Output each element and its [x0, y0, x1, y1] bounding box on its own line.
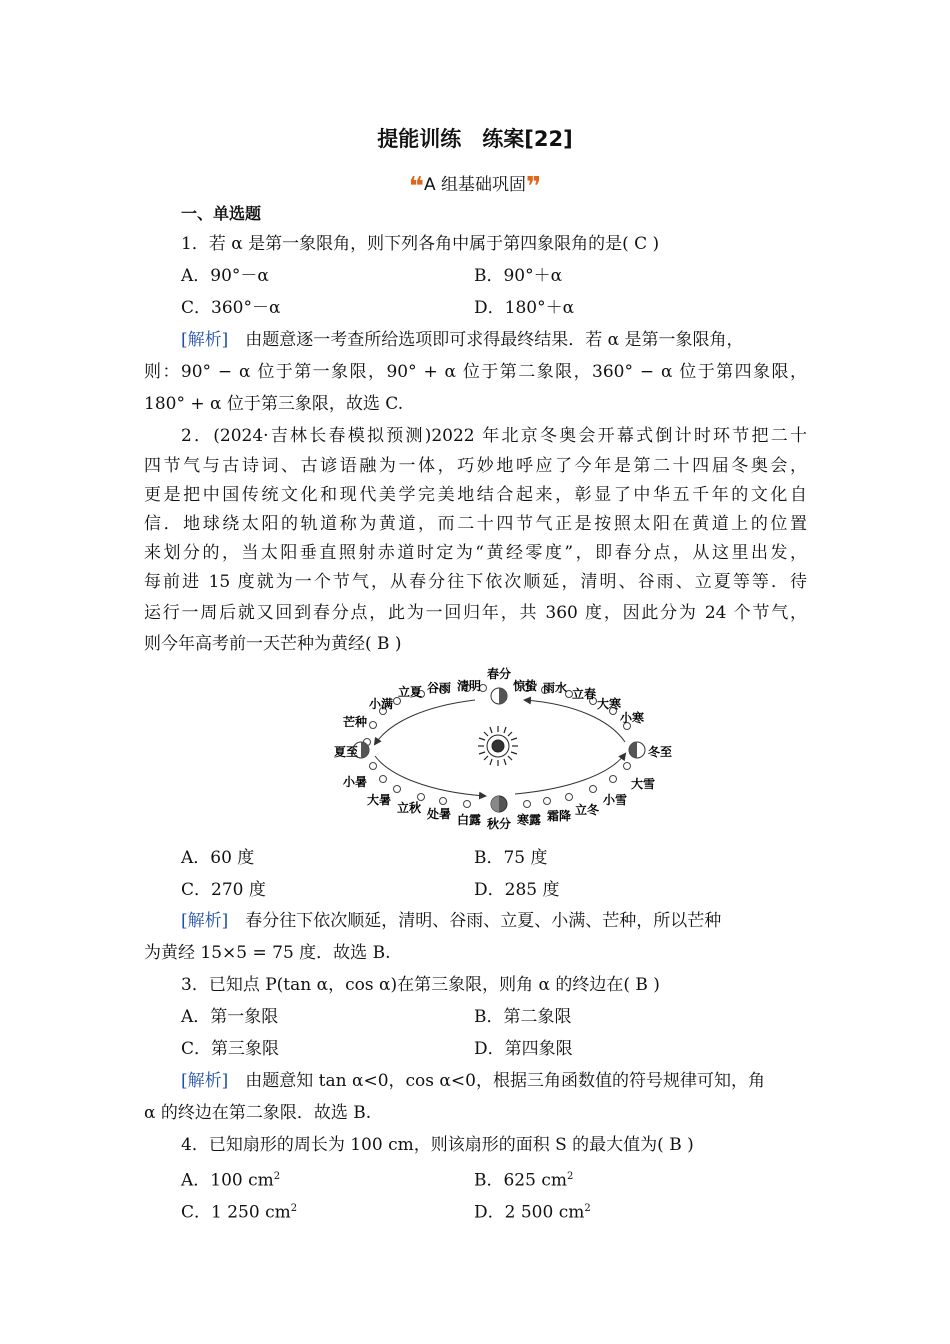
- term-dongzhi: 冬至: [648, 745, 673, 759]
- q1-explanation-line-2: 则：90° − α 位于第一象限，90° + α 位于第二象限，360° − α 位于第四象限，: [144, 362, 807, 382]
- earth-dongzhi-icon: [629, 742, 645, 758]
- q4-option-c: [181, 1199, 297, 1223]
- q3-stem: 3．已知点 P(tan α，cos α)在第三象限，则角 α 的终边在( B ): [181, 975, 660, 995]
- term-lichun: 立春: [572, 687, 597, 701]
- q2-option-a: A．60 度: [181, 848, 255, 868]
- arrow-lower-left: [375, 756, 485, 796]
- q1-option-a: A．90°－α: [181, 266, 269, 286]
- q3-explanation-line-1: [181, 1071, 807, 1091]
- q2-explanation-line-2: 为黄经 15×5 = 75 度．故选 B.: [144, 943, 391, 963]
- section-heading: 一、单选题: [181, 204, 262, 223]
- q3-jiexi-label: [解析]: [181, 1071, 229, 1091]
- term-xiaohan: 小寒: [620, 711, 645, 725]
- term-qiufen: 秋分: [487, 817, 512, 831]
- q1-explanation-line-3: 180° + α 位于第三象限，故选 C.: [144, 394, 404, 414]
- earth-qiufen-icon: [491, 796, 507, 812]
- term-dahan: 大寒: [597, 697, 622, 711]
- q2-line-4: 信．地球绕太阳的轨道称为黄道，而二十四节气正是按照太阳在黄道上的位置: [144, 514, 807, 534]
- term-shuangjiang: 霜降: [547, 809, 572, 823]
- q4-option-b-sup: 2: [567, 1171, 574, 1182]
- q2-line-5: 来划分的，当太阳垂直照射赤道时定为“黄经零度”，即春分点，从这里出发，: [144, 543, 807, 563]
- arrow-lower-right: [515, 754, 625, 794]
- q1-option-b: B．90°＋α: [474, 266, 563, 286]
- group-label: A 组基础巩固: [423, 175, 527, 195]
- q4-option-d-text: D．2 500 cm: [474, 1202, 585, 1223]
- q3-option-d: D．第四象限: [474, 1039, 573, 1059]
- term-lidong: 立冬: [575, 803, 600, 817]
- q1-exp-text-1: 由题意逐一考查所给选项即可求得最终结果．若 α 是第一象限角，: [245, 330, 744, 350]
- q1-option-c: C．360°－α: [181, 298, 281, 318]
- term-bailu: 白露: [457, 813, 482, 827]
- term-xiaoshu: 小暑: [343, 775, 368, 789]
- term-jingzhe: 惊蛰: [513, 679, 538, 693]
- q1-jiexi-label: [解析]: [181, 330, 229, 350]
- term-dashu: 大暑: [367, 793, 392, 807]
- q2-line-6: 每前进 15 度就为一个节气，从春分往下依次顺延，清明、谷雨、立夏等等．待: [144, 572, 807, 592]
- q2-option-d: D．285 度: [474, 880, 560, 900]
- q2-exp-text-1: 春分往下依次顺延，清明、谷雨、立夏、小满、芒种，所以芒种: [245, 911, 722, 931]
- q4-option-b: [474, 1167, 573, 1191]
- term-lixia: 立夏: [398, 685, 423, 699]
- q4-option-c-sup: 2: [290, 1203, 298, 1214]
- q2-line-3: 更是把中国传统文化和现代美学完美地结合起来，彰显了中华五千年的文化自: [144, 485, 807, 505]
- term-liqiu: 立秋: [397, 801, 422, 815]
- term-xiaoxue: 小雪: [603, 793, 628, 807]
- term-hanlu: 寒露: [517, 813, 542, 827]
- term-xiazhi: 夏至: [334, 745, 359, 759]
- term-yushui: 雨水: [543, 681, 568, 695]
- q1-option-d: D．180°＋α: [474, 298, 575, 318]
- q4-option-c-text: C．1 250 cm: [181, 1202, 291, 1223]
- q3-option-a: A．第一象限: [181, 1007, 279, 1027]
- page-title: 提能训练 练案[22]: [377, 127, 573, 151]
- term-chunfen: 春分: [487, 667, 512, 681]
- q4-option-d: [474, 1199, 591, 1223]
- q2-line-2: 四节气与古诗词、古谚语融为一体，巧妙地呼应了今年是第二十四届冬奥会，: [144, 456, 807, 476]
- group-heading: [0, 170, 950, 202]
- sun-icon: [478, 726, 518, 766]
- term-xiaoman: 小满: [369, 697, 394, 711]
- solar-terms-diagram: [334, 664, 673, 836]
- q4-option-a-text: A．100 cm: [181, 1170, 274, 1191]
- q2-option-c: C．270 度: [181, 880, 266, 900]
- q3-explanation-line-2: α 的终边在第二象限．故选 B.: [144, 1103, 372, 1123]
- q3-option-b: B．第二象限: [474, 1007, 572, 1027]
- q2-line-8: 则今年高考前一天芒种为黄经( B ): [144, 634, 402, 654]
- term-chushu: 处暑: [427, 807, 452, 821]
- term-guyu: 谷雨: [427, 681, 452, 695]
- q3-option-c: C．第三象限: [181, 1039, 280, 1059]
- q4-option-b-text: B．625 cm: [474, 1170, 567, 1191]
- right-quote-icon: ❞: [526, 172, 542, 202]
- q3-exp-text-1: 由题意知 tan α<0，cos α<0，根据三角函数值的符号规律可知，角: [245, 1071, 765, 1091]
- q4-option-a-sup: 2: [273, 1171, 281, 1182]
- q2-line-7: 运行一周后就又回到春分点，此为一回归年，共 360 度，因此分为 24 个节气，: [144, 603, 807, 623]
- term-mangzhong: 芒种: [343, 715, 368, 729]
- left-quote-icon: ❝: [408, 172, 424, 202]
- term-daxue: 大雪: [631, 777, 656, 791]
- q4-option-a: [181, 1167, 280, 1191]
- q2-explanation-line-1: [181, 911, 807, 931]
- q4-stem: 4．已知扇形的周长为 100 cm，则该扇形的面积 S 的最大值为( B ): [181, 1135, 694, 1155]
- q2-option-b: B．75 度: [474, 848, 548, 868]
- term-qingming: 清明: [457, 679, 482, 693]
- q4-option-d-sup: 2: [584, 1203, 591, 1214]
- q2-line-1: 2．(2024·吉林长春模拟预测)2022 年北京冬奥会开幕式倒计时环节把二十: [181, 426, 807, 446]
- earth-chunfen-icon: [491, 688, 507, 704]
- q2-jiexi-label: [解析]: [181, 911, 229, 931]
- q1-explanation-line-1: [181, 330, 807, 350]
- q1-stem: 1．若 α 是第一象限角，则下列各角中属于第四象限角的是( C ): [181, 234, 660, 254]
